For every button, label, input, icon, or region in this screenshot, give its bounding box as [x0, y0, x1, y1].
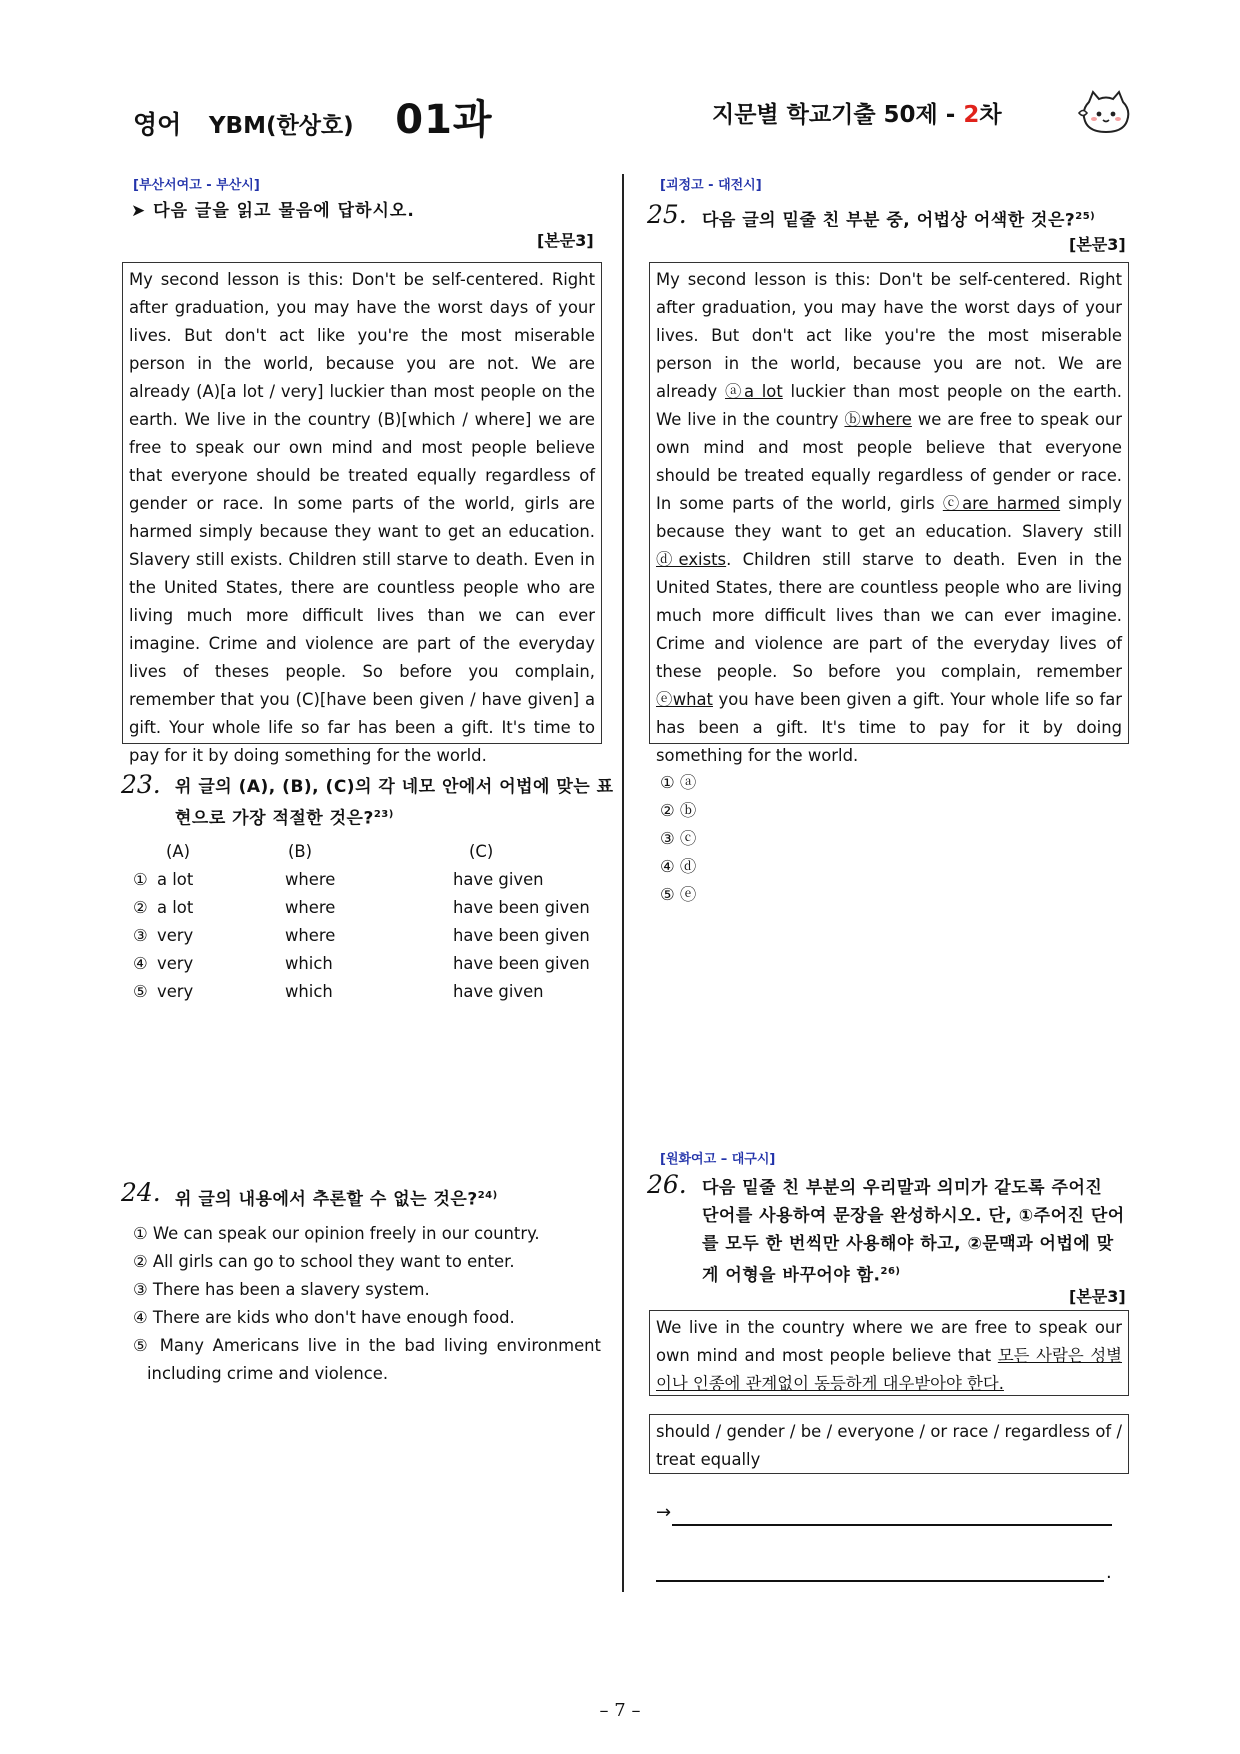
header-right — [712, 96, 1002, 129]
source-label-2: [괴정고 - 대전시] — [660, 178, 762, 193]
option-25-3[interactable]: ③ ⓒ — [660, 829, 697, 848]
question-number-25: 25. — [647, 200, 687, 229]
korean-underlined-text: 모든 사람은 성별이나 인종에 관계없이 동등하게 대우받아야 한다. — [656, 1346, 1122, 1393]
column-header-c: (C) — [469, 842, 494, 861]
option-25-5[interactable]: ⑤ ⓔ — [660, 885, 697, 904]
option-23-3-b: where — [285, 926, 336, 945]
question-23-text-2: 현으로 가장 적절한 것은?$^{23)}$ — [175, 808, 394, 829]
footnote-24: 24) — [477, 1190, 498, 1201]
option-23-5-b: which — [285, 982, 333, 1001]
question-number-26: 26. — [647, 1170, 687, 1199]
option-23-5-a: very — [157, 982, 194, 1001]
source-label-3: [원화여고 – 대구시] — [660, 1152, 776, 1167]
option-23-4-number[interactable]: ④ — [133, 954, 148, 973]
question-number-24: 24. — [121, 1178, 161, 1207]
option-23-2-b: where — [285, 898, 336, 917]
option-23-5-number[interactable]: ⑤ — [133, 982, 148, 1001]
publisher-label: YBM(한상호) — [208, 113, 354, 139]
option-23-4-a: very — [157, 954, 194, 973]
option-24-5-continued: including crime and violence. — [147, 1364, 389, 1383]
title-prefix: 지문별 학교기출 50제 - — [712, 102, 956, 128]
page-number: – 7 – — [599, 1700, 641, 1721]
question-26-text-2: 단어를 사용하여 문장을 완성하시오. 단, ①주어진 단어 — [702, 1206, 1125, 1226]
option-24-1[interactable]: ① We can speak our opinion freely in our country. — [133, 1224, 540, 1243]
reading-passage: My second lesson is this: Don't be self-centered. Right after graduation, you may have the worst days of your lives. But don't act like you're the most miserable person in the world, because you are not. We are already (A)[a lot / very] luckier than most people on the earth. We live in the country (B)[which / where] we are free to speak our own mind and most people believe that everyone should be treated equally regardless of gender or race. In some parts of the world, girls are harmed simply because they want to get an education. Slavery still exists. Children still starve to death. Even in the United States, there are countless people who are living much more difficult lives than we can ever imagine. Crime and violence are part of the everyday lives of theses people. So before you complain, remember that you (C)[have been given / have given] a gift. Your whole life so far has been a gift. It's time to pay for it by doing something for the world. — [129, 270, 595, 765]
option-23-2-a: a lot — [157, 898, 194, 917]
column-header-a: (A) — [166, 842, 191, 861]
option-24-4[interactable]: ④ There are kids who don't have enough food. — [133, 1308, 515, 1327]
column-header-b: (B) — [288, 842, 313, 861]
footnote-23: 23) — [373, 809, 394, 820]
answer-line-1[interactable] — [672, 1524, 1112, 1526]
option-23-2-c: have been given — [453, 898, 590, 917]
title-suffix: 차 — [979, 102, 1002, 128]
reading-passage-box — [122, 262, 602, 765]
option-25-4[interactable]: ④ ⓓ — [660, 857, 697, 876]
question-26-text-4: 게 어형을 바꾸어야 함.$^{26)}$ — [702, 1265, 901, 1286]
option-24-5[interactable]: ⑤ Many Americans live in the bad living environment — [133, 1336, 601, 1355]
option-23-5-c: have given — [453, 982, 544, 1001]
question-25-text: 다음 글의 밑줄 친 부분 중, 어법상 어색한 것은?$^{25)}$ — [702, 210, 1096, 231]
word-bank: should / gender / be / everyone / or race / regardless of / treat equally — [656, 1422, 1122, 1469]
underline-c: ⓒare harmed — [942, 494, 1061, 513]
answer-arrow: → — [656, 1502, 672, 1523]
sentence-box — [649, 1310, 1129, 1396]
option-23-4-b: which — [285, 954, 333, 973]
option-25-1[interactable]: ① ⓐ — [660, 773, 697, 792]
option-23-3-number[interactable]: ③ — [133, 926, 148, 945]
cat-mascot-icon — [1077, 88, 1135, 138]
option-23-1-c: have given — [453, 870, 544, 889]
title-round: 2 — [963, 102, 980, 128]
question-number-23: 23. — [121, 770, 161, 799]
lesson-title: 01과 — [395, 97, 493, 143]
grammar-passage-box: My second lesson is this: Don't be self-centered. Right after graduation, you may have the worst days of your lives. But don't act like you're the most miserable person in the world, because you are not. We are already ⓐa lot luckier than most people on the earth. We live in the country ⓑwhere we are free to speak our own mind and most people believe that everyone should be treated equally regardless of gender or race. In some parts of the world, girls ⓒare harmed simply because they want to get an education. Slavery still ⓓexists. Children still starve to death. Even in the United States, there are countless people who are living much more difficult lives than we can ever imagine. Crime and violence are part of the everyday lives of these people. So before you complain, remember ⓔwhat you have been given a gift. Your whole life so far has been a gift. It's time to pay for it by doing something for the world. — [649, 262, 1129, 744]
question-23-text-1: 위 글의 (A), (B), (C)의 각 네모 안에서 어법에 맞는 표 — [175, 777, 614, 797]
option-23-4-c: have been given — [453, 954, 590, 973]
source-label-1: [부산서여고 - 부산시] — [133, 178, 260, 193]
question-26-text-1: 다음 밑줄 친 부분의 우리말과 의미가 같도록 주어진 — [702, 1178, 1103, 1198]
answer-period: . — [1106, 1562, 1112, 1583]
answer-line-2[interactable] — [656, 1580, 1104, 1582]
question-24-text: 위 글의 내용에서 추론할 수 없는 것은?$^{24)}$ — [175, 1189, 498, 1210]
option-23-1-number[interactable]: ① — [133, 870, 148, 889]
word-bank-box — [649, 1414, 1129, 1474]
option-23-1-a: a lot — [157, 870, 194, 889]
column-divider — [622, 174, 624, 1592]
section-tag-1: [본문3] — [537, 231, 594, 250]
underline-d: ⓓexists — [656, 550, 727, 569]
instruction-text: ➤ 다음 글을 읽고 물음에 답하시오. — [131, 201, 415, 221]
underline-e: ⓔwhat — [656, 690, 713, 709]
footnote-25: 25) — [1075, 211, 1096, 222]
option-23-2-number[interactable]: ② — [133, 898, 148, 917]
option-24-3[interactable]: ③ There has been a slavery system. — [133, 1280, 430, 1299]
option-24-2[interactable]: ② All girls can go to school they want to enter. — [133, 1252, 515, 1271]
sentence-text: We live in the country where we are free to speak our own mind and most people believe that — [656, 1318, 1122, 1365]
underline-b: ⓑwhere — [844, 410, 912, 429]
header-left — [133, 88, 493, 145]
option-23-3-c: have been given — [453, 926, 590, 945]
subject-label: 영어 — [133, 110, 182, 139]
question-26-text-3: 를 모두 한 번씩만 사용해야 하고, ②문맥과 어법에 맞 — [702, 1234, 1114, 1254]
option-25-2[interactable]: ② ⓑ — [660, 801, 697, 820]
footnote-26: 26) — [880, 1266, 901, 1277]
section-tag-2: [본문3] — [1069, 235, 1126, 254]
option-23-3-a: very — [157, 926, 194, 945]
section-tag-3: [본문3] — [1069, 1287, 1126, 1306]
option-23-1-b: where — [285, 870, 336, 889]
underline-a: ⓐa lot — [724, 382, 783, 401]
